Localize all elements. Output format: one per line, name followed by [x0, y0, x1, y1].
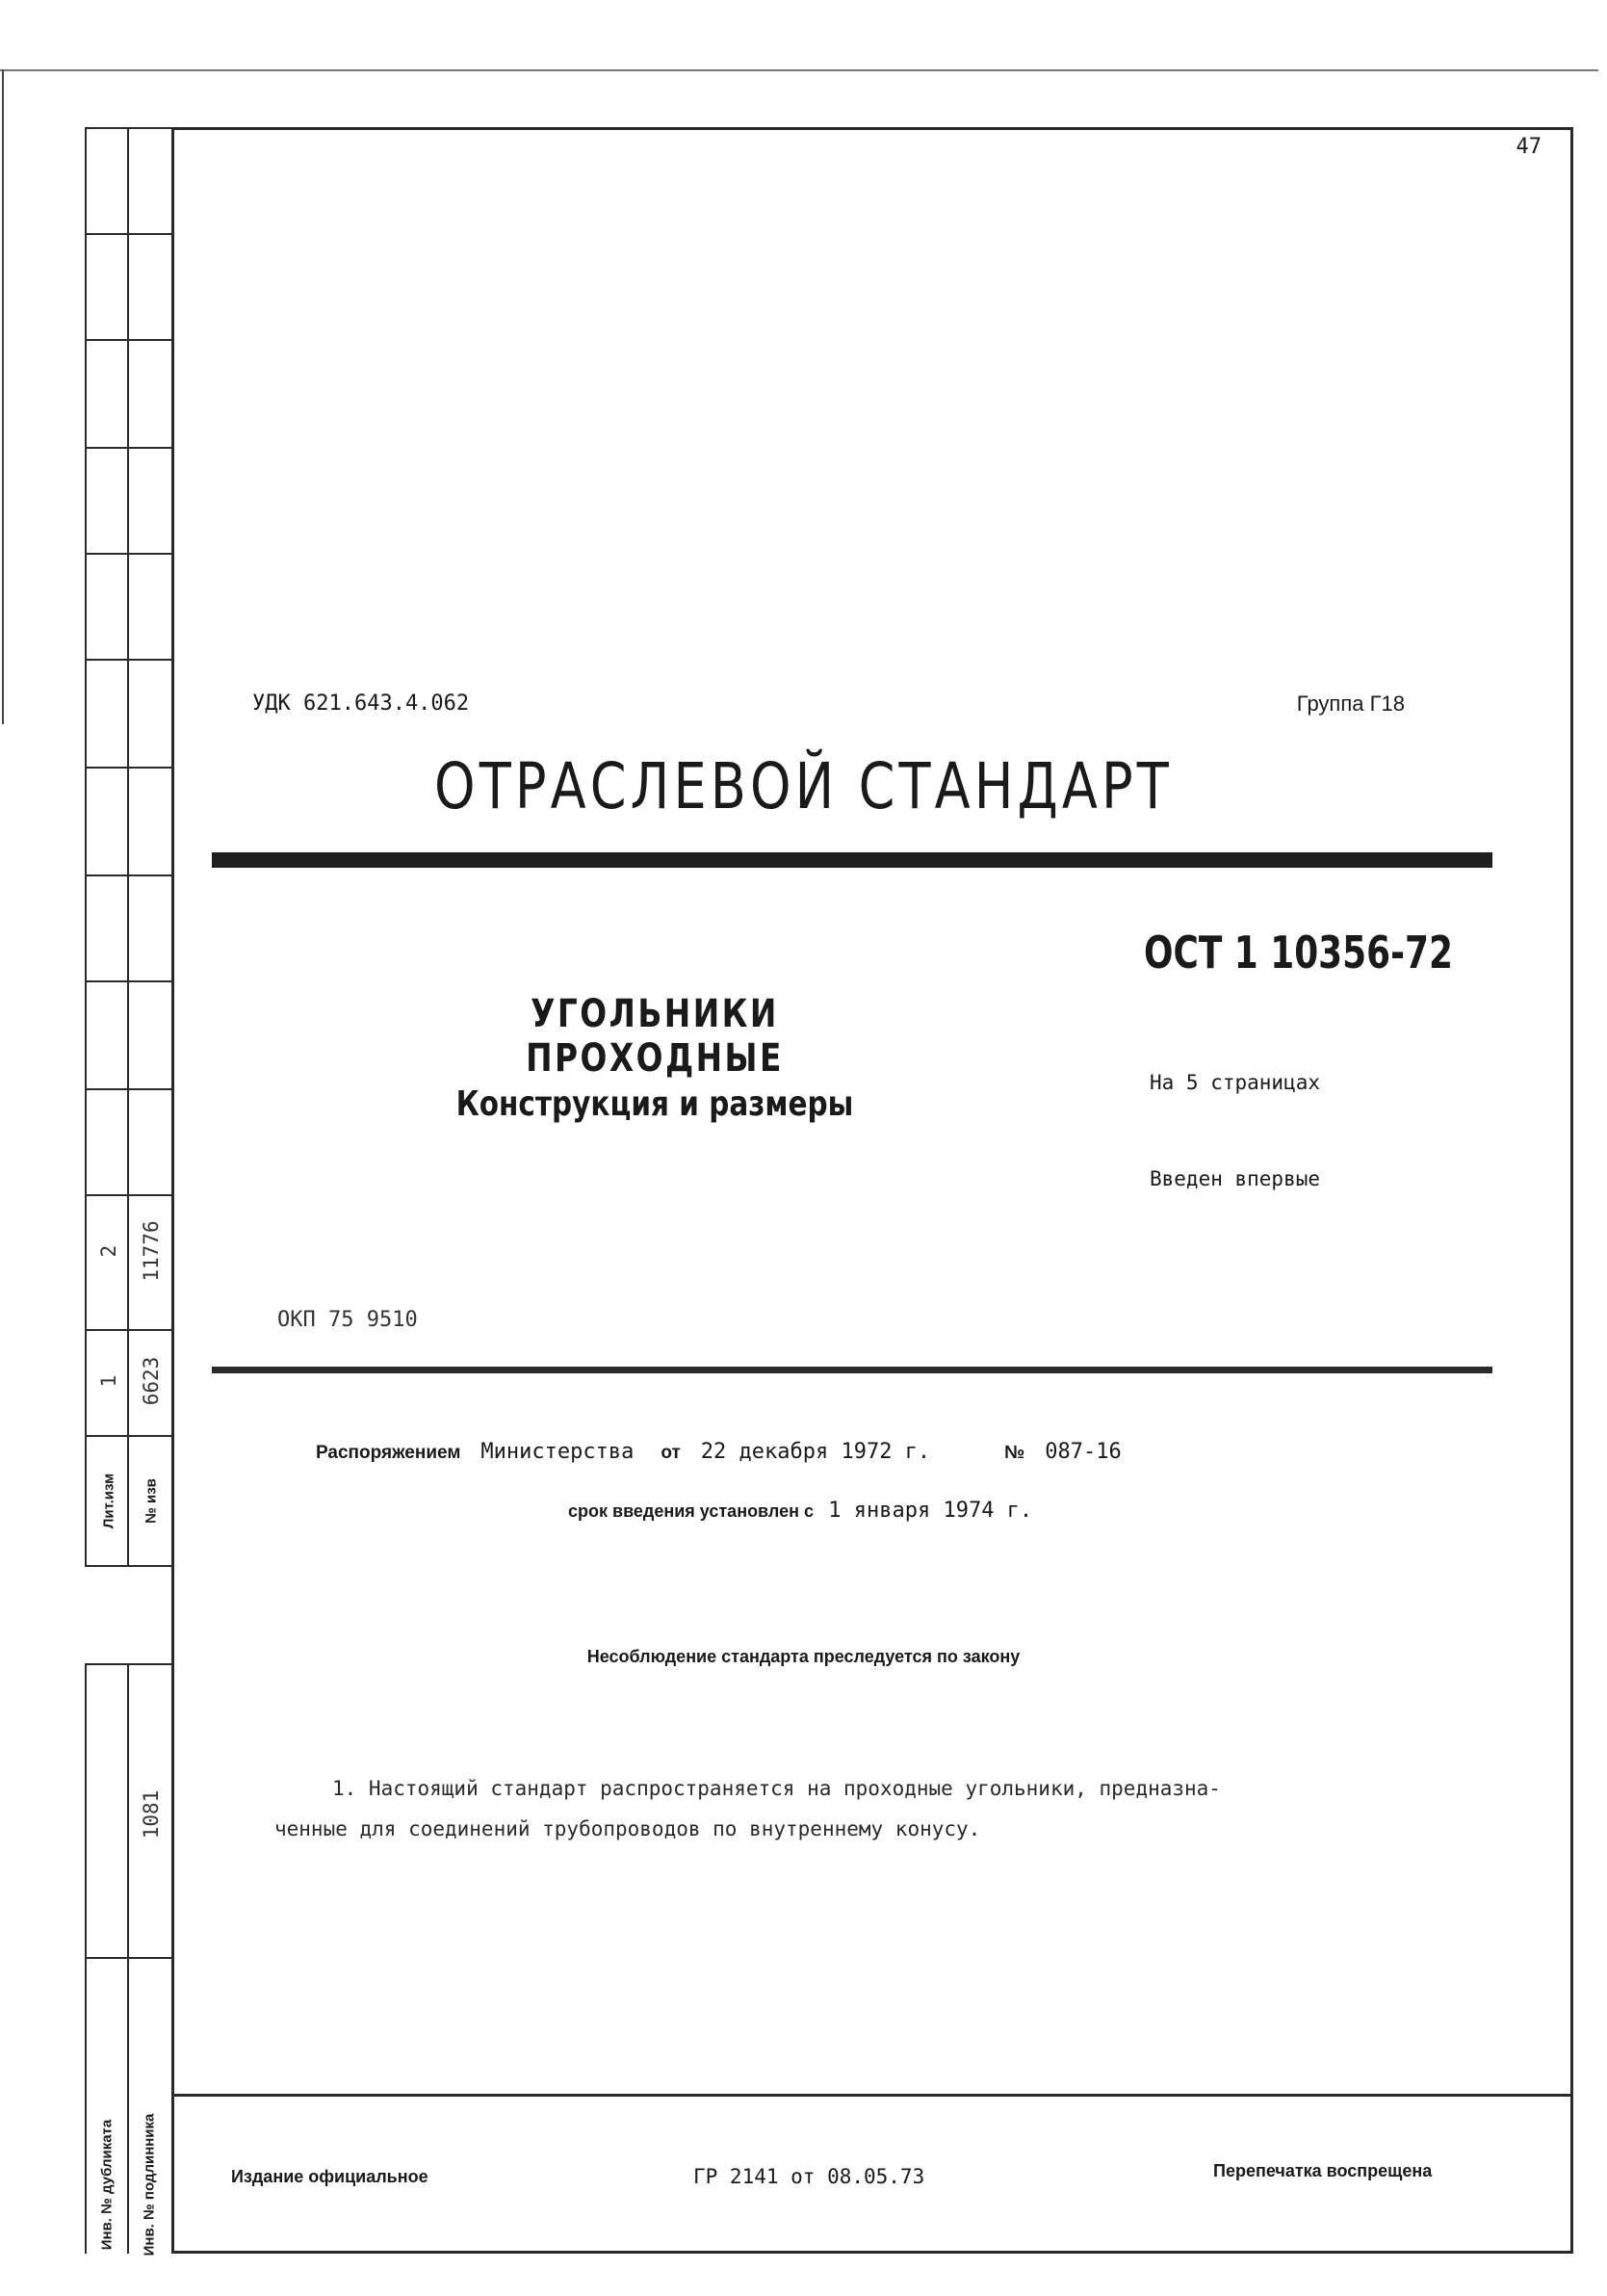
page-count: На 5 страницах: [1150, 1071, 1321, 1094]
lit-value-2: 2: [97, 1244, 120, 1258]
term-line: [568, 1499, 1032, 1523]
udk-code: УДК 621.643.4.062: [252, 691, 470, 716]
standard-subject: [385, 992, 924, 1124]
strip-divider: [85, 1088, 174, 1090]
strip-divider: [85, 127, 174, 129]
order-line: [316, 1440, 1122, 1464]
izv-value-6623: 6623: [140, 1356, 163, 1406]
podl-value: 1081: [140, 1789, 163, 1839]
strip-divider: [85, 1329, 174, 1331]
order-ministry: Министерства: [480, 1440, 635, 1464]
term-label: срок введения установлен с: [568, 1501, 814, 1521]
introduction-note: Введен впервые: [1150, 1167, 1321, 1190]
strip-divider: [85, 339, 174, 341]
paragraph-line-1: 1. Настоящий стандарт распространяется на проходные угольники, предназна-: [332, 1777, 1221, 1800]
scope-paragraph: [274, 1768, 1497, 1849]
reprint-notice: Перепечатка воспрещена: [1213, 2161, 1433, 2180]
strip-divider: [85, 1957, 174, 1959]
lit-value-1: 1: [97, 1374, 120, 1388]
podl-label: Инв. № подлинника: [141, 2113, 158, 2257]
strip-divider: [85, 1435, 174, 1437]
page-frame: [171, 127, 1573, 2254]
title-rule: [212, 852, 1492, 868]
izv-value-11776: 11776: [140, 1220, 163, 1282]
order-date: 22 декабря 1972 г.: [700, 1440, 931, 1464]
page-edge-top: [0, 69, 1598, 71]
group-code: Группа Г18: [1296, 691, 1405, 716]
term-date: 1 января 1974 г.: [828, 1499, 1033, 1523]
strip-divider: [85, 1565, 174, 1567]
izv-label: № изв: [143, 1478, 160, 1524]
order-number: 087-16: [1045, 1440, 1122, 1464]
order-label: Распоряжением: [316, 1443, 461, 1463]
edition-label: Издание официальное: [231, 2167, 428, 2186]
page-number: 47: [1516, 135, 1542, 159]
strip-divider: [85, 233, 174, 235]
strip-divider: [85, 1194, 174, 1196]
page-edge-left: [2, 69, 4, 724]
strip-divider: [85, 659, 174, 661]
strip-divider: [85, 980, 174, 982]
strip-divider: [85, 874, 174, 876]
strip-divider: [85, 553, 174, 555]
order-from-label: от: [661, 1443, 681, 1463]
subject-line-2: Конструкция и размеры: [455, 1084, 854, 1124]
registration-number: ГР 2141 от 08.05.73: [693, 2165, 925, 2188]
side-strip: [85, 127, 174, 2257]
document-title: ОТРАСЛЕВОЙ СТАНДАРТ: [434, 749, 1173, 823]
lit-izm-label: Лит.изм: [100, 1473, 117, 1529]
section-rule: [212, 1367, 1492, 1373]
standard-number: ОСТ 1 10356-72: [1144, 926, 1453, 978]
paragraph-line-2: ченные для соединений трубопроводов по внутреннему конусу.: [274, 1817, 981, 1840]
order-number-label: №: [1004, 1443, 1025, 1463]
footer-rule: [171, 2094, 1573, 2097]
legal-warning: Несоблюдение стандарта преследуется по закону: [586, 1647, 1021, 1666]
strip-divider: [85, 447, 174, 449]
okp-code: ОКП 75 9510: [277, 1308, 418, 1332]
dubl-label: Инв. № дубликата: [98, 2119, 116, 2251]
subject-line-1: УГОЛЬНИКИ ПРОХОДНЫЕ: [526, 992, 784, 1081]
